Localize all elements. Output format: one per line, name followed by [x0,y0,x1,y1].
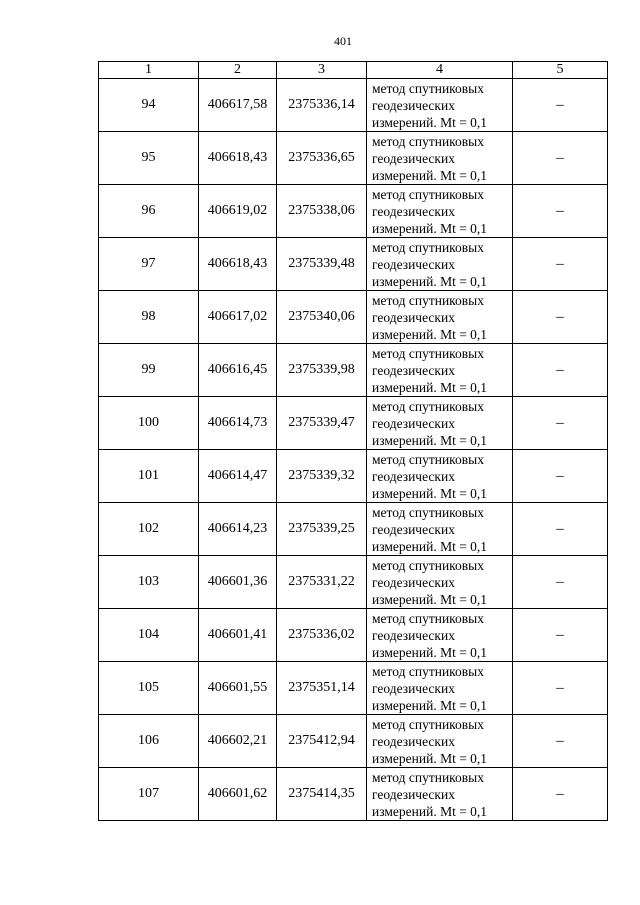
method-text-line: метод спутниковых [372,716,484,732]
method-text-line: геодезических [372,521,455,537]
method-cell [367,397,513,450]
note-cell: – [513,609,608,662]
table-row [99,344,608,397]
y-coordinate-cell: 2375339,32 [277,450,367,503]
point-number-cell: 101 [99,450,199,503]
method-text-line: геодезических [372,680,455,696]
note-cell: – [513,79,608,132]
y-coordinate-cell: 2375339,25 [277,503,367,556]
y-coordinate-cell: 2375339,98 [277,344,367,397]
method-text-line: геодезических [372,733,455,749]
method-text-line: измерений. Mt = 0,1 [372,432,488,448]
method-cell [367,344,513,397]
note-cell: – [513,132,608,185]
table-row [99,132,608,185]
method-text-line: геодезических [372,256,455,272]
note-cell: – [513,715,608,768]
x-coordinate-cell: 406614,47 [199,450,277,503]
method-cell [367,715,513,768]
method-text-line: геодезических [372,627,455,643]
x-coordinate-cell: 406614,23 [199,503,277,556]
method-cell [367,132,513,185]
method-text-line: метод спутниковых [372,451,484,467]
y-coordinate-cell: 2375331,22 [277,556,367,609]
y-coordinate-cell: 2375340,06 [277,291,367,344]
method-text-line: измерений. Mt = 0,1 [372,538,488,554]
point-number-cell: 105 [99,662,199,715]
table-row [99,609,608,662]
method-text-line: измерений. Mt = 0,1 [372,114,488,130]
method-text-line: измерений. Mt = 0,1 [372,326,488,342]
point-number-cell: 95 [99,132,199,185]
note-cell: – [513,662,608,715]
y-coordinate-cell: 2375339,48 [277,238,367,291]
method-cell [367,450,513,503]
y-coordinate-cell: 2375336,02 [277,609,367,662]
x-coordinate-cell: 406618,43 [199,132,277,185]
y-coordinate-cell: 2375338,06 [277,185,367,238]
x-coordinate-cell: 406616,45 [199,344,277,397]
method-text-line: метод спутниковых [372,610,484,626]
point-number-cell: 97 [99,238,199,291]
method-text-line: метод спутниковых [372,769,484,785]
method-text-line: измерений. Mt = 0,1 [372,167,488,183]
x-coordinate-cell: 406602,21 [199,715,277,768]
method-cell [367,503,513,556]
method-text-line: метод спутниковых [372,239,484,255]
point-number-cell: 99 [99,344,199,397]
method-text-line: геодезических [372,415,455,431]
table-row [99,185,608,238]
method-text-line: геодезических [372,97,455,113]
point-number-cell: 106 [99,715,199,768]
method-text-line: метод спутниковых [372,663,484,679]
note-cell: – [513,397,608,450]
header-col-5: 5 [513,62,608,79]
method-cell [367,185,513,238]
table-row [99,715,608,768]
x-coordinate-cell: 406601,62 [199,768,277,821]
method-text-line: метод спутниковых [372,133,484,149]
table-row [99,556,608,609]
table-header [99,62,608,79]
x-coordinate-cell: 406601,36 [199,556,277,609]
x-coordinate-cell: 406601,41 [199,609,277,662]
point-number-cell: 104 [99,609,199,662]
note-cell: – [513,450,608,503]
note-cell: – [513,344,608,397]
method-text-line: измерений. Mt = 0,1 [372,591,488,607]
y-coordinate-cell: 2375412,94 [277,715,367,768]
point-number-cell: 107 [99,768,199,821]
table-row [99,662,608,715]
table-row [99,397,608,450]
y-coordinate-cell: 2375351,14 [277,662,367,715]
note-cell: – [513,185,608,238]
table-row [99,291,608,344]
method-text-line: геодезических [372,203,455,219]
page-number: 401 [334,34,352,48]
point-number-cell: 96 [99,185,199,238]
x-coordinate-cell: 406619,02 [199,185,277,238]
y-coordinate-cell: 2375414,35 [277,768,367,821]
header-col-3: 3 [277,62,367,79]
method-text-line: геодезических [372,468,455,484]
y-coordinate-cell: 2375336,14 [277,79,367,132]
header-col-4: 4 [367,62,513,79]
method-text-line: геодезических [372,786,455,802]
method-text-line: измерений. Mt = 0,1 [372,803,488,819]
method-text-line: измерений. Mt = 0,1 [372,485,488,501]
note-cell: – [513,503,608,556]
method-cell [367,79,513,132]
method-text-line: метод спутниковых [372,557,484,573]
point-number-cell: 102 [99,503,199,556]
header-col-1: 1 [99,62,199,79]
method-cell [367,768,513,821]
method-text-line: измерений. Mt = 0,1 [372,379,488,395]
point-number-cell: 94 [99,79,199,132]
method-cell [367,609,513,662]
y-coordinate-cell: 2375336,65 [277,132,367,185]
method-text-line: метод спутниковых [372,80,484,96]
method-text-line: метод спутниковых [372,186,484,202]
table-row [99,238,608,291]
x-coordinate-cell: 406617,58 [199,79,277,132]
method-text-line: метод спутниковых [372,504,484,520]
method-cell [367,662,513,715]
method-text-line: метод спутниковых [372,398,484,414]
table-row [99,79,608,132]
method-text-line: измерений. Mt = 0,1 [372,220,488,236]
point-number-cell: 98 [99,291,199,344]
point-number-cell: 100 [99,397,199,450]
x-coordinate-cell: 406601,55 [199,662,277,715]
table-body [99,79,608,821]
method-cell [367,238,513,291]
method-cell [367,556,513,609]
y-coordinate-cell: 2375339,47 [277,397,367,450]
method-text-line: геодезических [372,362,455,378]
x-coordinate-cell: 406617,02 [199,291,277,344]
method-text-line: метод спутниковых [372,292,484,308]
method-text-line: метод спутниковых [372,345,484,361]
method-text-line: измерений. Mt = 0,1 [372,697,488,713]
table-row [99,450,608,503]
note-cell: – [513,291,608,344]
method-text-line: геодезических [372,150,455,166]
note-cell: – [513,238,608,291]
table-row [99,768,608,821]
note-cell: – [513,556,608,609]
header-row [99,62,608,79]
method-text-line: геодезических [372,574,455,590]
x-coordinate-cell: 406614,73 [199,397,277,450]
header-col-2: 2 [199,62,277,79]
coordinates-table [98,61,608,821]
note-cell: – [513,768,608,821]
table-row [99,503,608,556]
method-text-line: геодезических [372,309,455,325]
method-text-line: измерений. Mt = 0,1 [372,750,488,766]
x-coordinate-cell: 406618,43 [199,238,277,291]
method-text-line: измерений. Mt = 0,1 [372,644,488,660]
method-cell [367,291,513,344]
method-text-line: измерений. Mt = 0,1 [372,273,488,289]
point-number-cell: 103 [99,556,199,609]
